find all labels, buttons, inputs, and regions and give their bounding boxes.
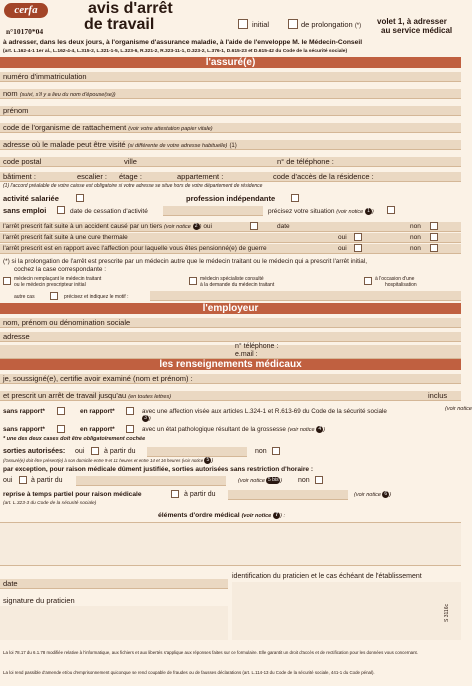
volet-line2: au service médical <box>381 26 453 35</box>
label-reprise-article: (art. L.323-3 du Code de la sécurité sociale) <box>3 501 97 506</box>
footnote-accord: (1) l'accord préalable de votre caisse est obligatoire si votre adresse se situe hors de votre département de résidence <box>3 183 263 189</box>
field-prenom[interactable] <box>0 106 461 116</box>
checkbox-prolongation[interactable] <box>288 19 298 29</box>
label-batiment: bâtiment : <box>3 172 36 181</box>
side-form-code: S 3116c <box>444 604 450 622</box>
label-inclus: inclus <box>428 391 448 400</box>
checkbox-hospitalisation[interactable] <box>364 277 372 285</box>
notice-badge-3: 3 <box>142 415 149 422</box>
label-exception-non: non <box>298 477 310 484</box>
notice-badge-6: 6 <box>382 491 389 498</box>
form-number: n°10170*04 <box>6 27 44 36</box>
note-prolongation-line2: cochez la case correspondante : <box>14 266 107 273</box>
checkbox-initial[interactable] <box>238 19 248 29</box>
checkbox-reprise-temps-partiel[interactable] <box>171 490 179 498</box>
label-exception-notice: (voir notice 5 bis ) <box>238 477 283 484</box>
checkbox-profession-independante[interactable] <box>291 194 299 202</box>
textarea-elements-medical[interactable] <box>0 522 461 566</box>
label-date-cessation: date de cessation d'activité <box>70 208 148 215</box>
label-cure-non: non <box>410 234 421 241</box>
label-cure-oui: oui <box>338 234 347 241</box>
footer-loi-informatique: La loi 78.17 du 6.1.78 modifiée relative à l'informatique, aux fichiers et aux libertés s'applique aux réponses faites sur ce formulaire. Elle garantit un droit d'accès et de rectification pour les données vous concernant. <box>3 650 418 655</box>
label-notice-3-wrap: 3 ) <box>142 415 151 424</box>
field-batiment[interactable] <box>0 172 461 182</box>
label-email-employeur: e.mail : <box>235 351 258 358</box>
label-sans-rapport-1: sans rapport* <box>3 408 45 415</box>
field-adresse-employeur[interactable] <box>0 332 461 342</box>
checkbox-cure-oui[interactable] <box>354 233 362 241</box>
label-reprise-partir-du: à partir du <box>184 491 216 498</box>
box-identification-praticien[interactable] <box>232 582 461 640</box>
label-prescrit-arret: et prescrit un arrêt de travail jusqu'au (en toutes lettres) <box>3 391 172 400</box>
label-en-rapport-1: en rapport* <box>80 408 115 415</box>
label-appartement: appartement : <box>177 172 224 181</box>
notice-badge-7: 7 <box>273 512 280 519</box>
section-band-medical: les renseignements médicaux <box>0 359 461 370</box>
label-activite-salariee: activité salariée <box>3 194 59 203</box>
checkbox-autre-cas[interactable] <box>50 292 58 300</box>
label-telephone-employeur: n° téléphone : <box>235 343 279 350</box>
label-autre-cas: autre cas <box>14 294 35 300</box>
checkbox-pension-oui[interactable] <box>354 244 362 252</box>
label-affection-pension: l'arrêt prescrit est en rapport avec l'affection pour laquelle vous êtes pensionné(e) de guerre <box>3 245 267 252</box>
label-medecin-specialiste: médecin spécialiste consulté <box>200 276 264 282</box>
label-hospitalisation-2: hospitalisation <box>385 282 417 288</box>
label-sans-rapport-2: sans rapport* <box>3 426 45 433</box>
label-telephone-assure: n° de téléphone : <box>277 157 334 166</box>
label-ville: ville <box>124 157 137 166</box>
form-title-line2: de travail <box>84 16 155 33</box>
checkbox-en-rapport-grossesse[interactable] <box>126 425 134 433</box>
label-precisez-motif: précisez et indiquez le motif : <box>64 294 129 300</box>
instruction-text: à adresser, dans les deux jours, à l'organisme d'assurance maladie, à l'aide de l'enveloppe M. le Médecin-Conseil <box>3 39 363 46</box>
checkbox-sorties-oui[interactable] <box>91 447 99 455</box>
notice-badge-4: 4 <box>316 426 323 433</box>
notice-badge-5: 5 <box>204 457 211 464</box>
checkbox-sans-rapport-grossesse[interactable] <box>57 425 65 433</box>
articles-text: (art. L.162-4-1 1er al., L.162-4-4, L.315-2, L.321-1-5, L.323-6, R.321-2, R.323-11-1, D.323-2, L.376-1, D.615-23 et D.615-42 du Code de la sécurité sociale) <box>3 49 348 54</box>
label-immatriculation: numéro d'immatriculation <box>3 72 87 81</box>
label-en-rapport-2: en rapport* <box>80 426 115 433</box>
label-prolongation: de prolongation (*) <box>301 20 362 29</box>
checkbox-medecin-specialiste[interactable] <box>189 277 197 285</box>
label-reprise-temps-partiel: reprise à temps partiel pour raison médicale <box>3 491 142 498</box>
label-nom-employeur: nom, prénom ou dénomination sociale <box>3 318 131 327</box>
label-pension-non: non <box>410 245 421 252</box>
label-une-des-deux: * une des deux cases doit être obligatoirement cochée <box>3 436 146 442</box>
checkbox-exception-oui[interactable] <box>19 476 27 484</box>
label-reprise-notice: (voir notice 6 ) <box>354 491 392 498</box>
label-medecin-specialiste-2: à la demande du médecin traitant <box>200 282 275 288</box>
footer-loi-fraude: La loi rend passible d'amende et/ou d'emprisonnement quiconque se rend coupable de fraudes ou de fausses déclarations (art. L.114-13 du Code de la sécurité sociale, 441-1 du Code pénal). <box>3 670 375 675</box>
label-code-acces: code d'accès de la résidence : <box>273 172 374 181</box>
label-accident-date: date <box>277 223 290 230</box>
section-band-employeur: l'employeur <box>0 303 461 314</box>
label-certifie: je, soussigné(e), certifie avoir examiné (nom et prénom) : <box>3 374 193 383</box>
checkbox-cure-non[interactable] <box>430 233 438 241</box>
checkbox-precisez-situation[interactable] <box>387 206 395 214</box>
label-adresse-employeur: adresse <box>3 332 30 341</box>
checkbox-pension-non[interactable] <box>430 244 438 252</box>
label-prenom: prénom <box>3 106 29 115</box>
label-sorties-oui: oui <box>75 448 85 455</box>
field-code-postal-ville[interactable] <box>0 157 461 167</box>
checkbox-sorties-non[interactable] <box>272 447 280 455</box>
volet-line1: volet 1, à adresser <box>377 17 447 26</box>
label-initial: initial <box>252 20 270 29</box>
cerfa-logo: cerfa <box>4 3 48 18</box>
field-date-signature[interactable] <box>0 579 228 589</box>
notice-badge-1: 1 <box>365 208 372 215</box>
notice-badge-2: 2 <box>193 223 200 230</box>
label-date-signature: date <box>3 579 18 588</box>
label-elements-medical: éléments d'ordre médical (voir notice 7 ) : <box>158 511 286 519</box>
label-exception-oui: oui <box>3 477 13 484</box>
label-etage: étage : <box>119 172 142 181</box>
label-accident-non: non <box>410 223 421 230</box>
checkbox-activite-salariee[interactable] <box>76 194 84 202</box>
label-signature-praticien: signature du praticien <box>3 596 75 605</box>
field-motif[interactable] <box>150 291 461 301</box>
label-medecin-remplacant: médecin remplaçant le médecin traitant <box>14 276 102 282</box>
label-nom: nom (suivi, s'il y a lieu du nom d'épouse(se)) <box>3 89 116 98</box>
checkbox-exception-non[interactable] <box>315 476 323 484</box>
box-signature-praticien[interactable] <box>0 606 228 640</box>
label-sans-emploi: sans emploi <box>3 206 47 215</box>
label-exception-partir-du: à partir du <box>31 477 63 484</box>
field-reprise-date[interactable] <box>228 490 348 500</box>
checkbox-medecin-remplacant[interactable] <box>3 277 11 285</box>
label-code-organisme: code de l'organisme de rattachement (voir votre attestation papier vitale) <box>3 123 213 132</box>
label-profession-independante: profession indépendante <box>186 194 276 203</box>
label-adresse-visite: adresse où le malade peut être visité (si différente de votre adresse habituelle) (1) <box>3 140 237 149</box>
checkbox-sans-emploi[interactable] <box>57 206 65 214</box>
label-accident-tiers: l'arrêt prescrit fait suite à un accident causé par un tiers (voir notice 2 ) oui <box>3 222 212 230</box>
form-title-line1: avis d'arrêt <box>88 0 173 17</box>
label-voir-notice-3: (voir notice <box>445 406 472 412</box>
notice-badge-5bis: 5 bis <box>268 477 279 484</box>
label-par-exception: par exception, pour raison médicale dûment justifiée, sorties autorisées sans restriction d'horaire : <box>3 466 314 473</box>
label-escalier: escalier : <box>77 172 108 181</box>
label-avec-etat: avec un état pathologique résultant de la grossesse (voir notice 4 ) <box>142 425 326 433</box>
note-prolongation-line1: (*) si la prolongation de l'arrêt est prescrite par un médecin autre que le médecin traitant ou le médecin qui a prescrit l'arrêt initial, <box>3 258 368 265</box>
label-medecin-remplacant-2: ou le médecin prescripteur initial <box>14 282 86 288</box>
checkbox-en-rapport-affection[interactable] <box>126 407 134 415</box>
label-sorties-non: non <box>255 448 267 455</box>
label-precisez-situation: précisez votre situation (voir notice 1 ) <box>268 207 374 215</box>
checkbox-accident-oui[interactable] <box>250 222 258 230</box>
checkbox-accident-non[interactable] <box>430 222 438 230</box>
label-sorties-autorisees: sorties autorisées: <box>3 448 66 455</box>
label-avec-affection: avec une affection visée aux articles L.324-1 et R.613-69 du Code de la sécurité sociale <box>142 408 387 415</box>
field-exception-date[interactable] <box>76 476 226 486</box>
field-date-cessation[interactable] <box>163 206 263 216</box>
label-code-postal: code postal <box>3 157 42 166</box>
label-sorties-horaires: (l'assuré(e) doit être présent(e) à son domicile entre 9 et 11 heures et entre 14 et 16 heures (voir notice 5 ) <box>3 457 214 464</box>
label-identification-praticien: identification du praticien et le cas échéant de l'établissement <box>232 573 422 580</box>
section-band-assure: l'assuré(e) <box>0 57 461 68</box>
label-sorties-partir-du: à partir du <box>104 448 136 455</box>
label-hospitalisation: à l'occasion d'une <box>375 276 415 282</box>
label-cure-thermale: l'arrêt prescrit fait suite à une cure thermale <box>3 234 128 241</box>
field-employeur-contact[interactable] <box>0 345 461 359</box>
checkbox-sans-rapport-affection[interactable] <box>57 407 65 415</box>
label-pension-oui: oui <box>338 245 347 252</box>
